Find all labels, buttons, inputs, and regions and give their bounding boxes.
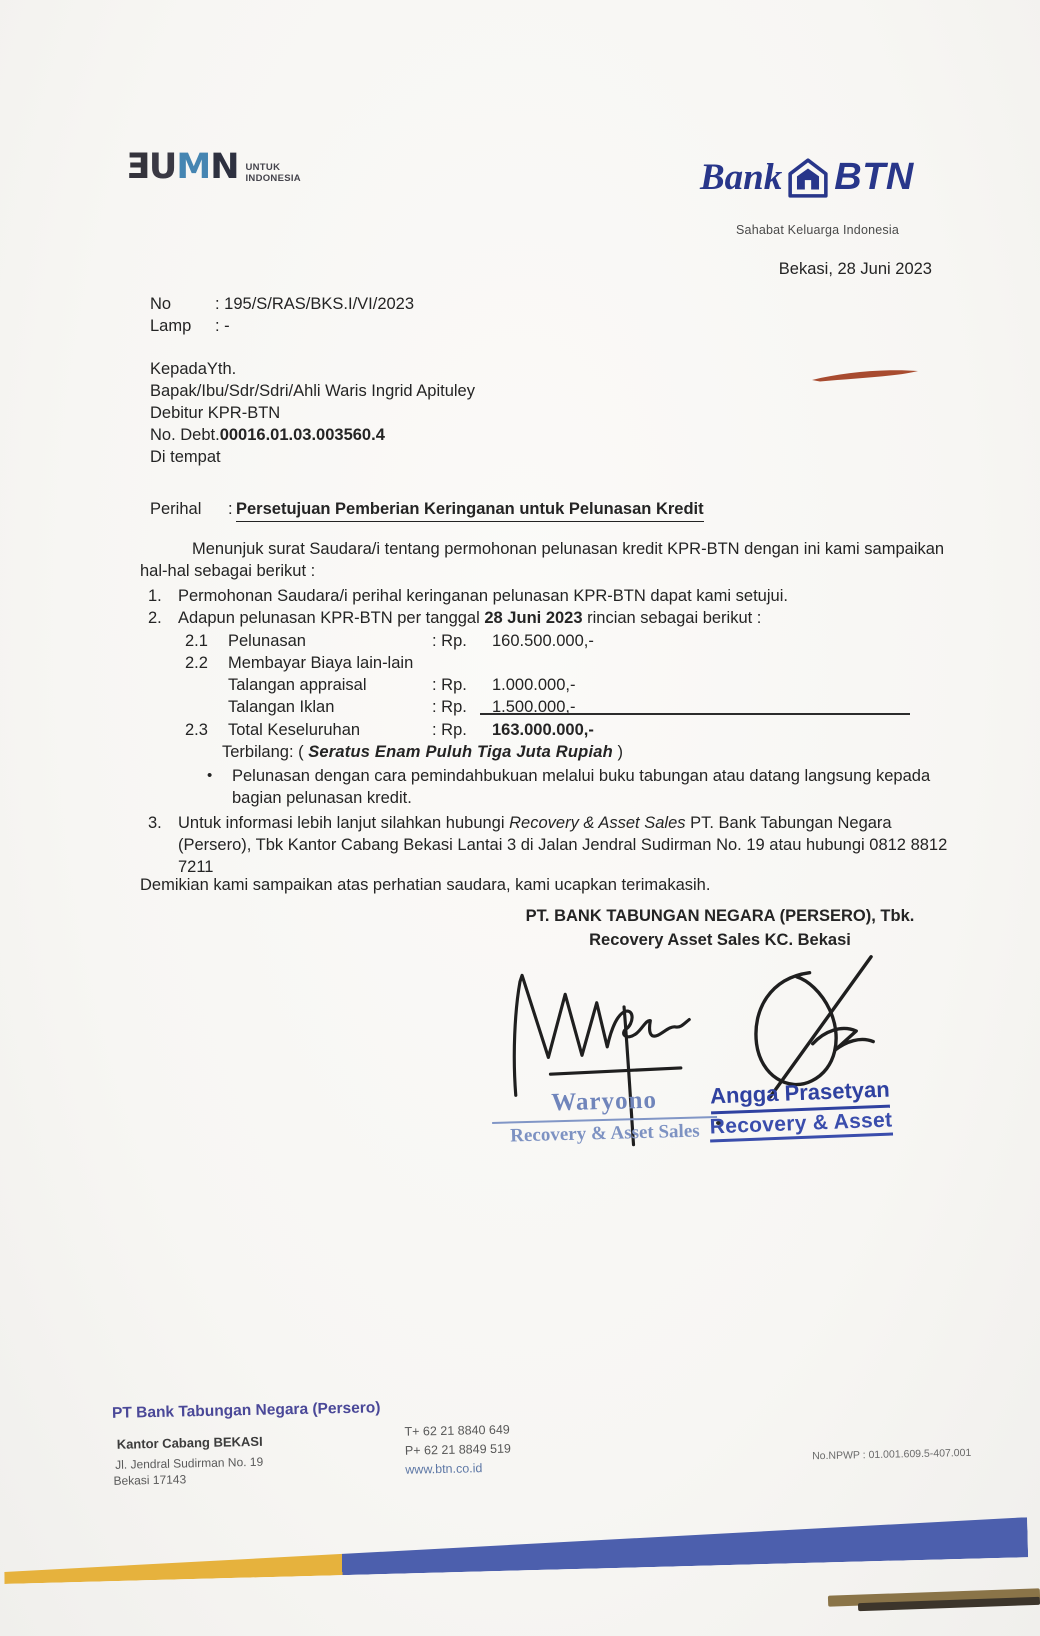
payment-row-amount: 160.500.000,- [492,632,594,650]
recipient-place: Di tempat [150,448,221,466]
attachment-label: Lamp [150,317,192,335]
footer-phone-2: P+ 62 21 8849 519 [404,1441,512,1458]
footer-npwp: No.NPWP : 01.001.609.5-407.001 [812,1446,972,1463]
terbilang-words: Seratus Enam Puluh Tiga Juta Rupiah [308,743,613,761]
dateline: Bekasi, 28 Juni 2023 [778,260,932,278]
bumn-letter-m: M [176,147,211,187]
payment-row-label: Talangan appraisal [228,676,367,694]
angga-stamp-role: Recovery & Asset [709,1108,893,1142]
payment-row-number: 2.3 [185,721,208,739]
ref-number-label: No [150,295,172,313]
payment-row-number: 2.2 [185,654,208,672]
subject-text: Persetujuan Pemberian Keringanan untuk Pelunasan Kredit [236,498,704,522]
payment-row-label: Pelunasan [228,632,306,650]
bumn-tagline-line1: UNTUK [245,161,281,173]
payment-row-label: Talangan Iklan [228,698,335,716]
btn-tagline: Sahabat Keluarga Indonesia [736,223,899,237]
angga-stamp-name: Angga Prasetyan [710,1077,891,1115]
ref-number-value: : 195/S/RAS/BKS.I/VI/2023 [215,295,415,313]
list-item-2-text [178,607,761,629]
angga-stamp [697,1076,904,1143]
payment-row-amount: 1.500.000,- [492,698,576,716]
list-item-3-number: 3. [148,814,162,832]
bullet-item-text: Pelunasan dengan cara pemindahbukuan melalui buku tabungan atau datang langsung kepada bagian pelunasan kredit. [232,767,931,807]
payment-row-amount: 163.000.000,- [492,721,594,739]
footer-address-city: Bekasi 17143 [113,1472,187,1488]
list-item-2-number: 2. [148,609,162,627]
attachment-value: : - [215,317,230,335]
list-item-1-text: Permohonan Saudara/i perihal keringanan pelunasan KPR-BTN dapat kami setujui. [178,587,788,605]
payment-row-currency: : Rp. [432,721,467,739]
subject-colon: : [228,500,233,518]
waryono-stamp-name: Waryono [550,1086,658,1117]
footer-address-street: Jl. Jendral Sudirman No. 19 [115,1454,264,1472]
btn-house-icon [787,157,829,199]
debt-number-value: 00016.01.03.003560.4 [219,426,385,444]
payment-row-currency: : Rp. [432,676,467,694]
footer-color-bar [3,1517,1028,1584]
intro-paragraph: Menunjuk surat Saudara/i tentang permohonan pelunasan kredit KPR-BTN dengan ini kami sampaikan hal-hal sebagai berikut : [140,540,945,580]
footer-company: PT Bank Tabungan Negara (Persero) [111,1399,381,1422]
terbilang-pre: Terbilang: ( [222,743,309,761]
list-item-3-pre: Untuk informasi lebih lanjut silahkan hubungi [178,814,510,832]
list-item-2-date: 28 Juni 2023 [484,609,583,627]
payment-row-biaya [0,652,1040,674]
signatory-company: PT. BANK TABUNGAN NEGARA (PERSERO), Tbk. [525,907,915,925]
debt-number-prefix: No. Debt. [150,426,220,444]
list-item-3-dept: Recovery & Asset Sales [509,814,686,832]
payment-row-label: Membayar Biaya lain-lain [228,654,414,672]
bumn-letter-u: U [148,147,177,187]
letter-footer [0,1377,1040,1529]
list-item-1-number: 1. [148,587,162,605]
list-item-3-text [178,812,954,878]
payment-row-total [0,719,1040,741]
payment-row-label: Total Keseluruhan [228,721,361,739]
bumn-wordmark [126,147,239,187]
recipient-debt-number [150,424,385,446]
bumn-logo [126,147,301,187]
signatory-department: Recovery Asset Sales KC. Bekasi [589,931,851,949]
terbilang-line [222,741,623,763]
btn-swoosh-icon [812,368,920,382]
payment-row-currency: : Rp. [432,632,467,650]
recipient-name: Bapak/Ibu/Sdr/Sdri/Ahli Waris Ingrid Apituley [150,382,475,400]
footer-branch: Kantor Cabang BEKASI [116,1433,263,1452]
bank-btn-logo [700,156,935,237]
closing-line: Demikian kami sampaikan atas perhatian saudara, kami ucapkan terimakasih. [140,876,711,894]
payment-row-appraisal [0,674,1040,696]
subject-label: Perihal [150,500,202,518]
bullet-marker: • [207,767,213,784]
waryono-stamp [491,1085,717,1148]
bumn-letter-n: N [210,147,239,187]
footer-website: www.btn.co.id [405,1461,483,1477]
recipient-salutation: KepadaYth. [150,360,237,378]
recipient-debtor: Debitur KPR-BTN [150,404,281,422]
bank-wordmark: Bank [700,157,783,198]
list-item-2-post: rincian sebagai berikut : [582,609,762,627]
footer-phone-1: T+ 62 21 8840 649 [404,1422,510,1439]
bumn-letter-b: Ǝ [126,147,149,187]
terbilang-post: ) [612,743,623,761]
payment-row-currency: : Rp. [432,698,467,716]
sum-rule [480,713,910,715]
payment-row-pelunasan [0,630,1040,652]
bumn-tagline [245,152,300,184]
list-item-2-pre: Adapun pelunasan KPR-BTN per tanggal [178,609,485,627]
btn-wordmark: BTN [834,156,914,198]
waryono-stamp-role: Recovery & Asset Sales [509,1120,700,1147]
bumn-tagline-line2: INDONESIA [245,172,301,184]
payment-row-number: 2.1 [185,632,208,650]
list-item-3-post: PT. Bank Tabungan Negara (Persero), Tbk Kantor Cabang Bekasi Lantai 3 di Jalan Jendral Sudirman No. 19 atau hubungi 0812 8812 7211 [178,814,948,876]
payment-row-amount: 1.000.000,- [492,676,576,694]
